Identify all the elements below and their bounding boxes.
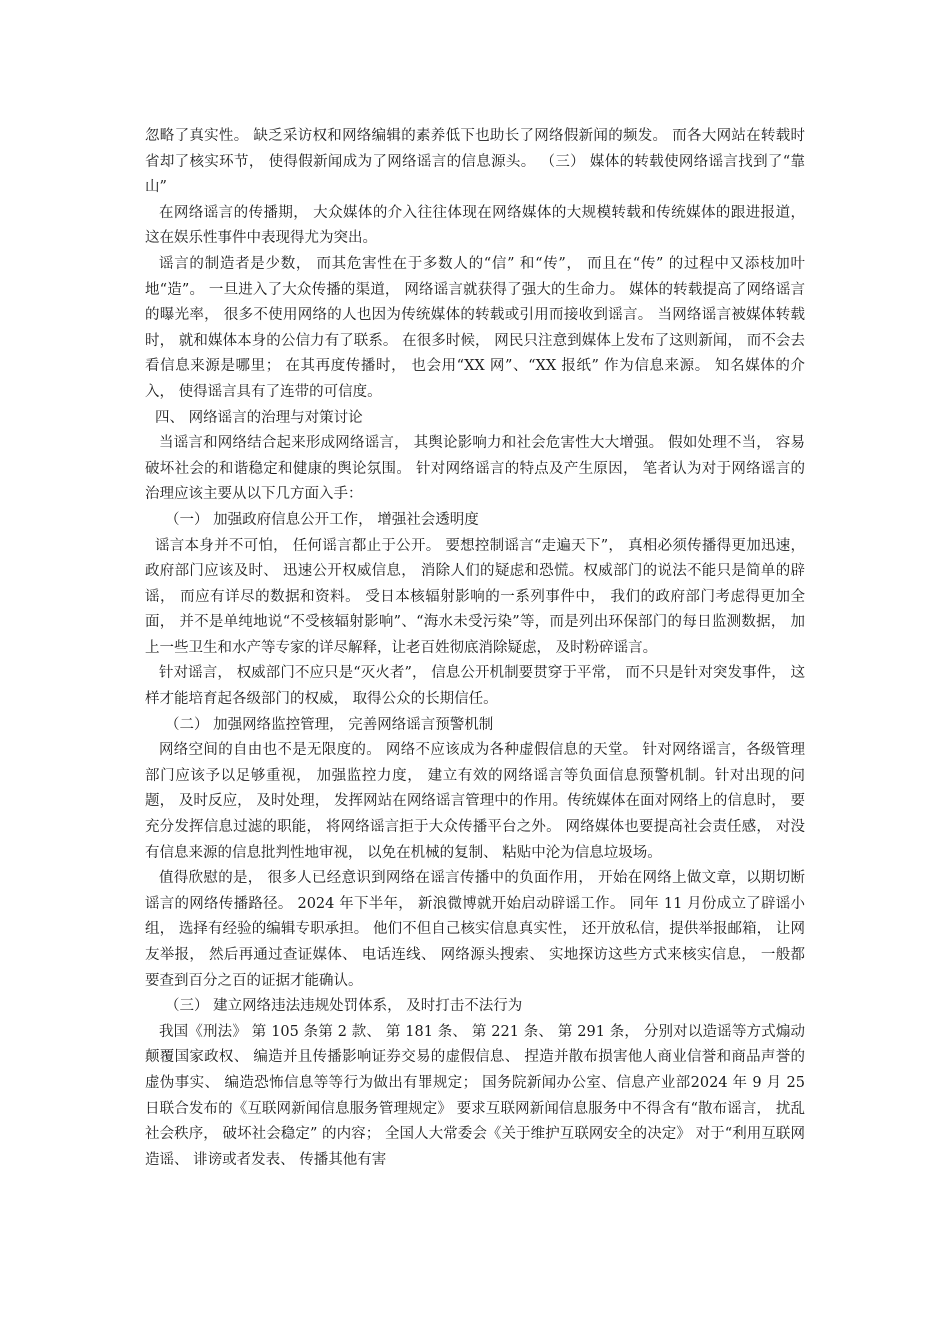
paragraph: 值得欣慰的是， 很多人已经意识到网络在谣言传播中的负面作用， 开始在网络上做文章，以期切断谣言的网络传播路径。 2024 年下半年， 新浪微博就开始启动辟谣工作。 同年 11 月份成立了辟谣小组， 选择有经验的编辑专职承担。 他们不但自己核实信息真实性， 还开放私信，提供举报邮箱， 让网友举报， 然后再通过查证媒体、 电话连线、 网络源头搜索、 实地探访这些方式来核实信息， 一般都要查到百分之百的证据才能确认。 (145, 870, 805, 989)
paragraph: 我国《刑法》 第 105 条第 2 款、 第 181 条、 第 221 条、 第 291 条， 分别对以造谣等方式煽动颠覆国家政权、 编造并且传播影响证券交易的虚假信息、 捏造并散布损害他人商业信誉和商品声誉的虚伪事实、 编造恐怖信息等等行为做出有罪规定； 国务院新闻办公室、信息产业部2024 年 9 月 25 日联合发布的《互联网新闻信息服务管理规定》 要求互联网新闻信息服务中不得含有“散布谣言， 扰乱社会秩序， 破坏社会稳定” 的内容； 全国人大常委会《关于维护互联网安全的决定》 对于“利用互联网造谣、 诽谤或者发表、 传播其他有害 (145, 1023, 805, 1168)
subsection-heading: （二） 加强网络监控管理， 完善网络谣言预警机制 (165, 716, 494, 733)
document-body (145, 124, 805, 1173)
subsection-heading: （三） 建立网络违法违规处罚体系， 及时打击不法行为 (165, 998, 523, 1015)
paragraph: 谣言本身并不可怕， 任何谣言都止于公开。 要想控制谣言“走遍天下”， 真相必须传播得更加迅速， 政府部门应该及时、 迅速公开权威信息， 消除人们的疑虑和恐慌。权威部门的说法不能只是简单的辟谣， 而应有详尽的数据和资料。 受日本核辐射影响的一系列事件中， 我们的政府部门考虑得更加全面， 并不是单纯地说“不受核辐射影响”、“海水未受污染”等，而是列出环保部门的每日监测数据， 加上一些卫生和水产等专家的详尽解释，让老百姓彻底消除疑虑， 及时粉碎谣言。 (145, 537, 805, 656)
paragraph: 忽略了真实性。 缺乏采访权和网络编辑的素养低下也助长了网络假新闻的频发。 而各大网站在转载时省却了核实环节， 使得假新闻成为了网络谣言的信息源头。 （三） 媒体的转载使网络谣言找到了“靠山” (145, 128, 805, 196)
paragraph: 当谣言和网络结合起来形成网络谣言， 其舆论影响力和社会危害性大大增强。 假如处理不当， 容易破坏社会的和谐稳定和健康的舆论氛围。 针对网络谣言的特点及产生原因， 笔者认为对于网络谣言的治理应该主要从以下几方面入手： (145, 435, 805, 503)
paragraph: 网络空间的自由也不是无限度的。 网络不应该成为各种虚假信息的天堂。 针对网络谣言，各级管理部门应该予以足够重视， 加强监控力度， 建立有效的网络谣言等负面信息预警机制。针对出现的问题， 及时反应， 及时处理， 发挥网站在网络谣言管理中的作用。传统媒体在面对网络上的信息时， 要充分发挥信息过滤的职能， 将网络谣言拒于大众传播平台之外。 网络媒体也要提高社会责任感， 对没有信息来源的信息批判性地审视， 以免在机械的复制、 粘贴中沦为信息垃圾场。 (145, 742, 805, 861)
paragraph: 在网络谣言的传播期， 大众媒体的介入往往体现在网络媒体的大规模转载和传统媒体的跟进报道， 这在娱乐性事件中表现得尤为突出。 (145, 204, 805, 247)
subsection-heading: （一） 加强政府信息公开工作， 增强社会透明度 (165, 511, 479, 528)
section-heading: 四、 网络谣言的治理与对策讨论 (155, 409, 363, 426)
paragraph: 针对谣言， 权威部门不应只是“灭火者”， 信息公开机制要贯穿于平常， 而不只是针对突发事件， 这样才能培育起各级部门的权威， 取得公众的长期信任。 (145, 665, 805, 708)
paragraph: 谣言的制造者是少数， 而其危害性在于多数人的“信” 和“传”， 而且在“传” 的过程中又添枝加叶地“造”。 一旦进入了大众传播的渠道， 网络谣言就获得了强大的生命力。 媒体的转载提高了网络谣言的曝光率， 很多不使用网络的人也因为传统媒体的转载或引用而接收到谣言。 当网络谣言被媒体转载时， 就和媒体本身的公信力有了联系。 在很多时候， 网民只注意到媒体上发布了这则新闻， 而不会去看信息来源是哪里； 在其再度传播时， 也会用“XX 网”、“XX 报纸” 作为信息来源。 知名媒体的介入， 使得谣言具有了连带的可信度。 (145, 255, 805, 400)
